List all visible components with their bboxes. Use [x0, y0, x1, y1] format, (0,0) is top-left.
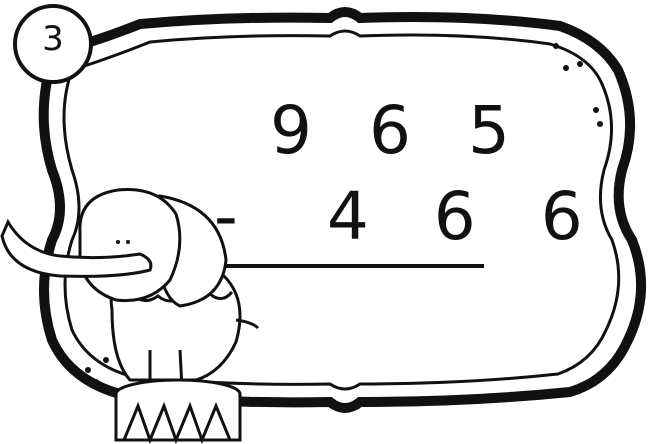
minuend: 9 6 5: [270, 92, 528, 169]
subtraction-row: [214, 178, 605, 255]
operator-sign: -: [214, 178, 260, 255]
problem-number-badge: 3: [42, 19, 64, 59]
circus-pedestal: [116, 380, 240, 440]
subtrahend: 4 6 6: [326, 178, 605, 255]
